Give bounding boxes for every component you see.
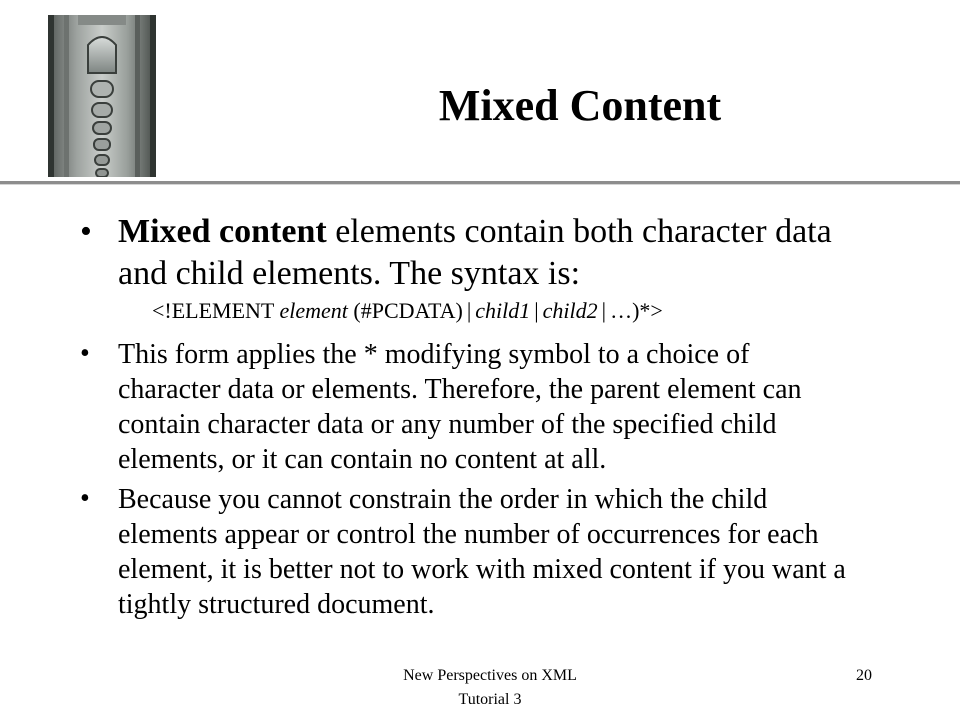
syntax-separator: | [601,298,607,323]
footer-line-2: Tutorial 3 [458,691,522,708]
syntax-separator: | [534,298,539,323]
bullet-bold-term: Mixed content [118,213,327,250]
bullet-marker: • [80,213,92,250]
slide-title: Mixed Content [438,81,722,130]
syntax-separator: | [466,298,472,323]
footer-line-1: New Perspectives on XML [403,667,577,684]
syntax-child1: child1 [475,298,531,323]
bullet-text [118,211,858,295]
slide-number: 20 [856,667,872,684]
syntax-pcdata: (#PCDATA) [347,298,463,323]
bullet-body: elements contain both character data and child elements. The syntax is: [118,213,832,292]
syntax-element: element [279,298,348,323]
bullet-text: Because you cannot constrain the order in which the child elements appear or control the number of occurrences for each element, it is better not to work with mixed content if you want a tightly structured document. [118,484,846,620]
bullet-marker: • [80,483,90,514]
bullet-marker: • [80,338,90,369]
syntax-open: <!ELEMENT [152,298,280,323]
syntax-ellipsis: … [610,298,633,323]
bullet-text: This form applies the * modifying symbol to a choice of character data or elements. Therefore, the parent element can contain character data or any number of the specified child elements, or it can contain no content at all. [118,339,802,475]
syntax-close: )*> [632,298,663,323]
syntax-child2: child2 [542,298,598,323]
footer-course-label [350,664,630,712]
dtd-syntax-example [152,296,852,326]
